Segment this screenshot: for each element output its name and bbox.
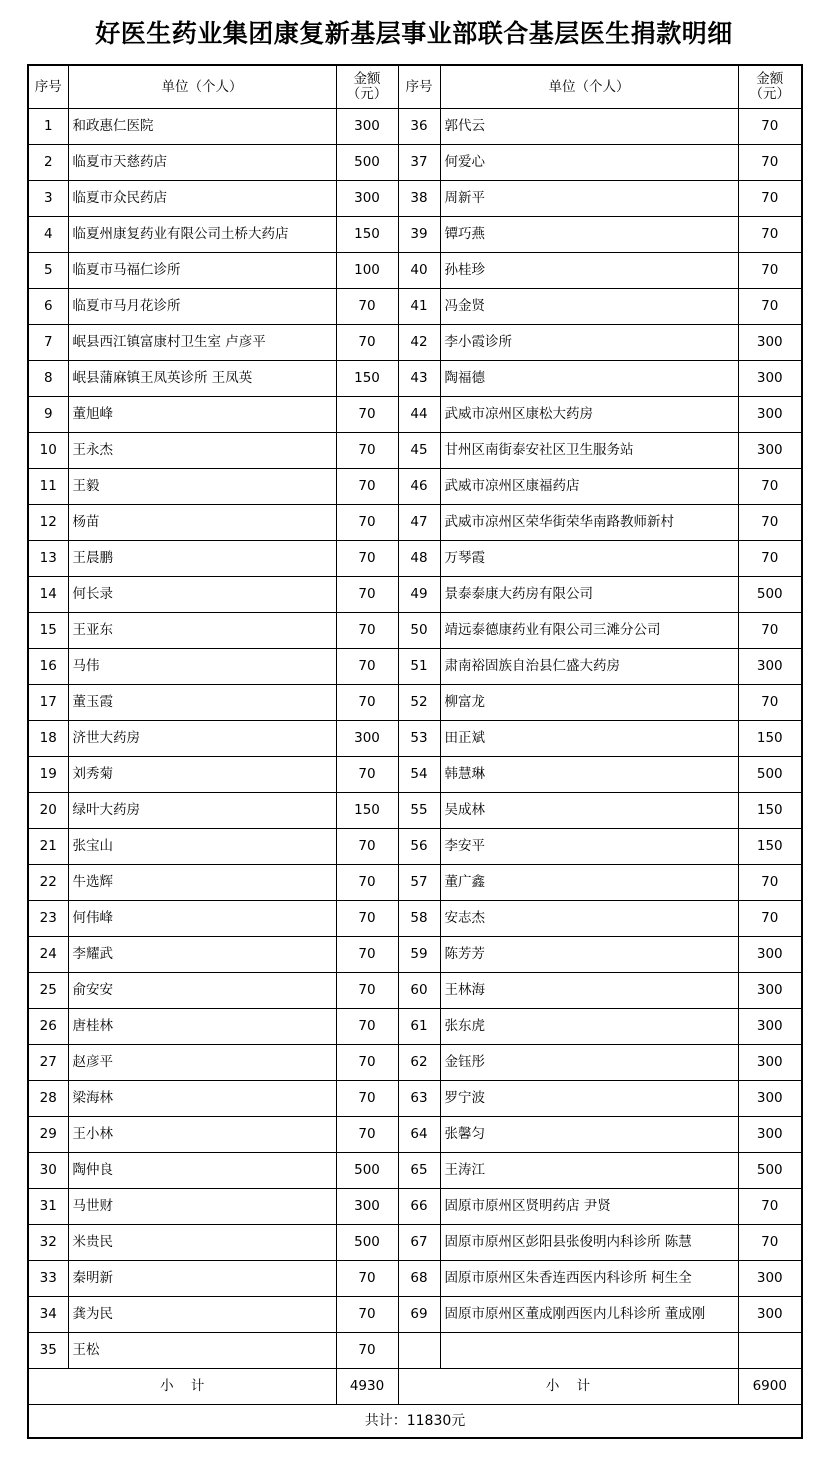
donor-name: 武威市凉州区康福药店	[440, 469, 738, 505]
table-row	[28, 253, 802, 289]
donor-name: 靖远泰德康药业有限公司三滩分公司	[440, 613, 738, 649]
table-row	[28, 757, 802, 793]
donation-amount: 70	[738, 253, 802, 289]
donation-amount: 150	[738, 829, 802, 865]
row-number: 1	[28, 109, 68, 145]
donor-name: 秦明新	[68, 1261, 336, 1297]
table-row	[28, 217, 802, 253]
row-number: 17	[28, 685, 68, 721]
donation-amount: 300	[738, 1261, 802, 1297]
subtotal-label-right: 小 计	[398, 1369, 738, 1405]
donation-amount: 500	[738, 577, 802, 613]
table-row	[28, 973, 802, 1009]
donation-amount: 500	[336, 1225, 398, 1261]
donor-name: 临夏市马福仁诊所	[68, 253, 336, 289]
donation-amount: 70	[336, 505, 398, 541]
donation-amount: 70	[336, 1009, 398, 1045]
donation-amount: 70	[336, 1045, 398, 1081]
row-number: 9	[28, 397, 68, 433]
donor-name: 临夏市马月花诊所	[68, 289, 336, 325]
table-row	[28, 109, 802, 145]
donation-amount: 70	[336, 1261, 398, 1297]
row-number: 58	[398, 901, 440, 937]
donation-amount: 300	[336, 181, 398, 217]
donation-amount: 70	[336, 649, 398, 685]
donation-amount: 70	[738, 901, 802, 937]
row-number: 12	[28, 505, 68, 541]
donor-name: 冯金贤	[440, 289, 738, 325]
donation-amount: 150	[336, 217, 398, 253]
row-number: 4	[28, 217, 68, 253]
donor-name: 牛选辉	[68, 865, 336, 901]
donor-name: 王永杰	[68, 433, 336, 469]
table-row	[28, 649, 802, 685]
row-number: 26	[28, 1009, 68, 1045]
row-number: 14	[28, 577, 68, 613]
row-number: 44	[398, 397, 440, 433]
row-number: 27	[28, 1045, 68, 1081]
donor-name: 马伟	[68, 649, 336, 685]
header-amount	[336, 65, 398, 109]
header-amount-right-line2: （元）	[749, 86, 790, 102]
donation-amount: 70	[738, 109, 802, 145]
donor-name: 何伟峰	[68, 901, 336, 937]
donor-name: 绿叶大药房	[68, 793, 336, 829]
row-number: 30	[28, 1153, 68, 1189]
row-number: 40	[398, 253, 440, 289]
donor-name: 王毅	[68, 469, 336, 505]
table-row	[28, 1009, 802, 1045]
donor-name: 临夏州康复药业有限公司土桥大药店	[68, 217, 336, 253]
table-row	[28, 145, 802, 181]
table-row	[28, 1117, 802, 1153]
subtotal-left: 4930	[336, 1369, 398, 1405]
donation-amount: 70	[738, 1189, 802, 1225]
row-number: 15	[28, 613, 68, 649]
donation-amount: 300	[738, 1045, 802, 1081]
page-title: 好医生药业集团康复新基层事业部联合基层医生捐款明细	[95, 19, 733, 48]
table-row	[28, 937, 802, 973]
donor-name: 王涛江	[440, 1153, 738, 1189]
row-number: 2	[28, 145, 68, 181]
table-row	[28, 865, 802, 901]
row-number: 11	[28, 469, 68, 505]
donor-name: 固原市原州区贤明药店 尹贤	[440, 1189, 738, 1225]
row-number: 50	[398, 613, 440, 649]
row-number: 49	[398, 577, 440, 613]
donation-amount: 70	[738, 469, 802, 505]
donation-amount: 70	[336, 901, 398, 937]
donation-amount: 300	[738, 937, 802, 973]
row-number: 22	[28, 865, 68, 901]
row-number: 5	[28, 253, 68, 289]
subtotal-label-left: 小 计	[28, 1369, 336, 1405]
row-number: 62	[398, 1045, 440, 1081]
table-row	[28, 613, 802, 649]
donor-name: 王松	[68, 1333, 336, 1369]
table-row	[28, 577, 802, 613]
donation-amount: 70	[738, 217, 802, 253]
donor-name: 董旭峰	[68, 397, 336, 433]
donation-amount: 500	[738, 757, 802, 793]
donor-name: 张东虎	[440, 1009, 738, 1045]
row-number: 57	[398, 865, 440, 901]
table-row	[28, 1225, 802, 1261]
donation-amount: 300	[738, 1081, 802, 1117]
donation-amount: 300	[738, 1117, 802, 1153]
donation-amount: 300	[336, 109, 398, 145]
donor-name	[440, 1333, 738, 1369]
donor-name: 赵彦平	[68, 1045, 336, 1081]
row-number: 69	[398, 1297, 440, 1333]
row-number: 38	[398, 181, 440, 217]
donor-name: 李耀武	[68, 937, 336, 973]
row-number: 33	[28, 1261, 68, 1297]
donor-name: 镡巧燕	[440, 217, 738, 253]
donor-name: 王小林	[68, 1117, 336, 1153]
donation-amount: 70	[336, 685, 398, 721]
donation-amount: 300	[738, 433, 802, 469]
table-row	[28, 1153, 802, 1189]
row-number: 29	[28, 1117, 68, 1153]
donor-name: 王林海	[440, 973, 738, 1009]
donation-amount: 70	[336, 829, 398, 865]
table-row	[28, 1261, 802, 1297]
row-number: 6	[28, 289, 68, 325]
row-number: 68	[398, 1261, 440, 1297]
donor-name: 和政惠仁医院	[68, 109, 336, 145]
header-unit-right: 单位（个人）	[440, 65, 738, 109]
donor-name: 董玉霞	[68, 685, 336, 721]
row-number: 36	[398, 109, 440, 145]
donor-name: 陶福德	[440, 361, 738, 397]
donation-amount: 70	[336, 577, 398, 613]
donation-amount: 70	[336, 613, 398, 649]
row-number: 19	[28, 757, 68, 793]
row-number: 64	[398, 1117, 440, 1153]
donor-name: 龚为民	[68, 1297, 336, 1333]
grand-total: 共计：11830元	[28, 1405, 802, 1439]
row-number: 55	[398, 793, 440, 829]
donor-name: 周新平	[440, 181, 738, 217]
donation-amount: 70	[738, 685, 802, 721]
row-number: 48	[398, 541, 440, 577]
donor-name: 固原市原州区彭阳县张俊明内科诊所 陈慧	[440, 1225, 738, 1261]
donation-amount: 500	[336, 1153, 398, 1189]
header-amount-right-line1: 金额	[756, 71, 784, 87]
donation-amount: 70	[336, 1333, 398, 1369]
donor-name: 韩慧琳	[440, 757, 738, 793]
donor-name: 济世大药房	[68, 721, 336, 757]
donor-name: 孙桂珍	[440, 253, 738, 289]
donation-amount: 70	[336, 757, 398, 793]
row-number: 59	[398, 937, 440, 973]
row-number	[398, 1333, 440, 1369]
donor-name: 何爱心	[440, 145, 738, 181]
donation-amount: 70	[738, 541, 802, 577]
header-amount-line1: 金额	[353, 71, 381, 87]
donor-name: 岷县西江镇富康村卫生室 卢彦平	[68, 325, 336, 361]
table-row	[28, 469, 802, 505]
subtotal-row	[28, 1369, 802, 1405]
row-number: 8	[28, 361, 68, 397]
subtotal-right: 6900	[738, 1369, 802, 1405]
donation-amount: 300	[738, 1009, 802, 1045]
donation-amount: 150	[336, 793, 398, 829]
row-number: 66	[398, 1189, 440, 1225]
row-number: 16	[28, 649, 68, 685]
donation-amount: 70	[336, 325, 398, 361]
donation-amount: 150	[336, 361, 398, 397]
donor-name: 临夏市众民药店	[68, 181, 336, 217]
donor-name: 固原市原州区朱香连西医内科诊所 柯生全	[440, 1261, 738, 1297]
row-number: 39	[398, 217, 440, 253]
row-number: 10	[28, 433, 68, 469]
row-number: 25	[28, 973, 68, 1009]
donation-amount: 70	[738, 613, 802, 649]
donor-name: 甘州区南街泰安社区卫生服务站	[440, 433, 738, 469]
donation-amount: 70	[738, 505, 802, 541]
row-number: 45	[398, 433, 440, 469]
donor-name: 吴成林	[440, 793, 738, 829]
donor-name: 固原市原州区董成刚西医内儿科诊所 董成刚	[440, 1297, 738, 1333]
donation-amount: 70	[336, 1297, 398, 1333]
donor-name: 马世财	[68, 1189, 336, 1225]
row-number: 21	[28, 829, 68, 865]
row-number: 54	[398, 757, 440, 793]
donor-name: 王晨鹏	[68, 541, 336, 577]
donation-amount: 300	[336, 1189, 398, 1225]
donation-amount: 70	[738, 145, 802, 181]
donation-amount: 300	[738, 1297, 802, 1333]
row-number: 46	[398, 469, 440, 505]
row-number: 41	[398, 289, 440, 325]
table-row	[28, 397, 802, 433]
donation-amount: 500	[738, 1153, 802, 1189]
table-row	[28, 1045, 802, 1081]
row-number: 13	[28, 541, 68, 577]
donation-amount: 70	[738, 181, 802, 217]
row-number: 23	[28, 901, 68, 937]
row-number: 20	[28, 793, 68, 829]
donor-name: 李安平	[440, 829, 738, 865]
donation-amount	[738, 1333, 802, 1369]
header-seq-right: 序号	[398, 65, 440, 109]
table-row	[28, 505, 802, 541]
donation-amount: 70	[336, 289, 398, 325]
donor-name: 董广鑫	[440, 865, 738, 901]
donor-name: 刘秀菊	[68, 757, 336, 793]
table-row	[28, 829, 802, 865]
donation-amount: 300	[738, 973, 802, 1009]
header-unit: 单位（个人）	[68, 65, 336, 109]
donor-name: 陶仲良	[68, 1153, 336, 1189]
donor-name: 罗宁波	[440, 1081, 738, 1117]
row-number: 53	[398, 721, 440, 757]
donation-amount: 70	[336, 973, 398, 1009]
table-row	[28, 361, 802, 397]
donation-amount: 70	[336, 1117, 398, 1153]
donor-name: 安志杰	[440, 901, 738, 937]
row-number: 47	[398, 505, 440, 541]
row-number: 42	[398, 325, 440, 361]
donation-amount: 70	[336, 937, 398, 973]
header-seq: 序号	[28, 65, 68, 109]
donation-amount: 300	[738, 397, 802, 433]
row-number: 56	[398, 829, 440, 865]
total-row	[28, 1405, 802, 1439]
donor-name: 张宝山	[68, 829, 336, 865]
row-number: 18	[28, 721, 68, 757]
donor-name: 肃南裕固族自治县仁盛大药房	[440, 649, 738, 685]
donation-amount: 300	[738, 325, 802, 361]
donation-amount: 70	[336, 469, 398, 505]
donation-amount: 70	[738, 289, 802, 325]
donor-name: 武威市凉州区康松大药房	[440, 397, 738, 433]
row-number: 61	[398, 1009, 440, 1045]
donation-amount: 70	[336, 1081, 398, 1117]
donation-amount: 300	[336, 721, 398, 757]
header-amount-right	[738, 65, 802, 109]
table-header-row	[28, 65, 802, 109]
table-row	[28, 1081, 802, 1117]
donation-table-body	[28, 65, 802, 1369]
donation-amount: 70	[336, 541, 398, 577]
row-number: 34	[28, 1297, 68, 1333]
row-number: 24	[28, 937, 68, 973]
donor-name: 唐桂林	[68, 1009, 336, 1045]
row-number: 3	[28, 181, 68, 217]
donor-name: 金钰彤	[440, 1045, 738, 1081]
donor-name: 郭代云	[440, 109, 738, 145]
donation-amount: 300	[738, 361, 802, 397]
row-number: 37	[398, 145, 440, 181]
row-number: 32	[28, 1225, 68, 1261]
row-number: 35	[28, 1333, 68, 1369]
donation-amount: 150	[738, 721, 802, 757]
donor-name: 梁海林	[68, 1081, 336, 1117]
table-row	[28, 325, 802, 361]
row-number: 31	[28, 1189, 68, 1225]
donor-name: 景泰泰康大药房有限公司	[440, 577, 738, 613]
donor-name: 何长录	[68, 577, 336, 613]
table-row	[28, 685, 802, 721]
donor-name: 李小霞诊所	[440, 325, 738, 361]
row-number: 67	[398, 1225, 440, 1261]
table-row	[28, 1189, 802, 1225]
table-row	[28, 1297, 802, 1333]
row-number: 7	[28, 325, 68, 361]
table-row	[28, 433, 802, 469]
row-number: 28	[28, 1081, 68, 1117]
donor-name: 田正斌	[440, 721, 738, 757]
donor-name: 岷县蒲麻镇王凤英诊所 王凤英	[68, 361, 336, 397]
donation-amount: 500	[336, 145, 398, 181]
donation-amount: 100	[336, 253, 398, 289]
table-row	[28, 901, 802, 937]
donor-name: 陈芳芳	[440, 937, 738, 973]
donor-name: 武威市凉州区荣华街荣华南路教师新村	[440, 505, 738, 541]
row-number: 52	[398, 685, 440, 721]
donor-name: 柳富龙	[440, 685, 738, 721]
row-number: 65	[398, 1153, 440, 1189]
donation-table	[27, 64, 803, 1439]
donation-amount: 70	[336, 433, 398, 469]
donor-name: 俞安安	[68, 973, 336, 1009]
row-number: 51	[398, 649, 440, 685]
donor-name: 张馨匀	[440, 1117, 738, 1153]
row-number: 43	[398, 361, 440, 397]
donation-amount: 150	[738, 793, 802, 829]
donation-amount: 70	[738, 1225, 802, 1261]
row-number: 63	[398, 1081, 440, 1117]
header-amount-line2: （元）	[346, 86, 388, 102]
donor-name: 杨苗	[68, 505, 336, 541]
donor-name: 万琴霞	[440, 541, 738, 577]
table-row	[28, 289, 802, 325]
table-row	[28, 721, 802, 757]
donor-name: 王亚东	[68, 613, 336, 649]
donation-amount: 70	[336, 865, 398, 901]
donor-name: 临夏市天慈药店	[68, 145, 336, 181]
donation-amount: 70	[336, 397, 398, 433]
table-row	[28, 793, 802, 829]
donation-amount: 70	[738, 865, 802, 901]
table-row	[28, 1333, 802, 1369]
row-number: 60	[398, 973, 440, 1009]
table-row	[28, 541, 802, 577]
donation-amount: 300	[738, 649, 802, 685]
table-row	[28, 181, 802, 217]
donor-name: 米贵民	[68, 1225, 336, 1261]
